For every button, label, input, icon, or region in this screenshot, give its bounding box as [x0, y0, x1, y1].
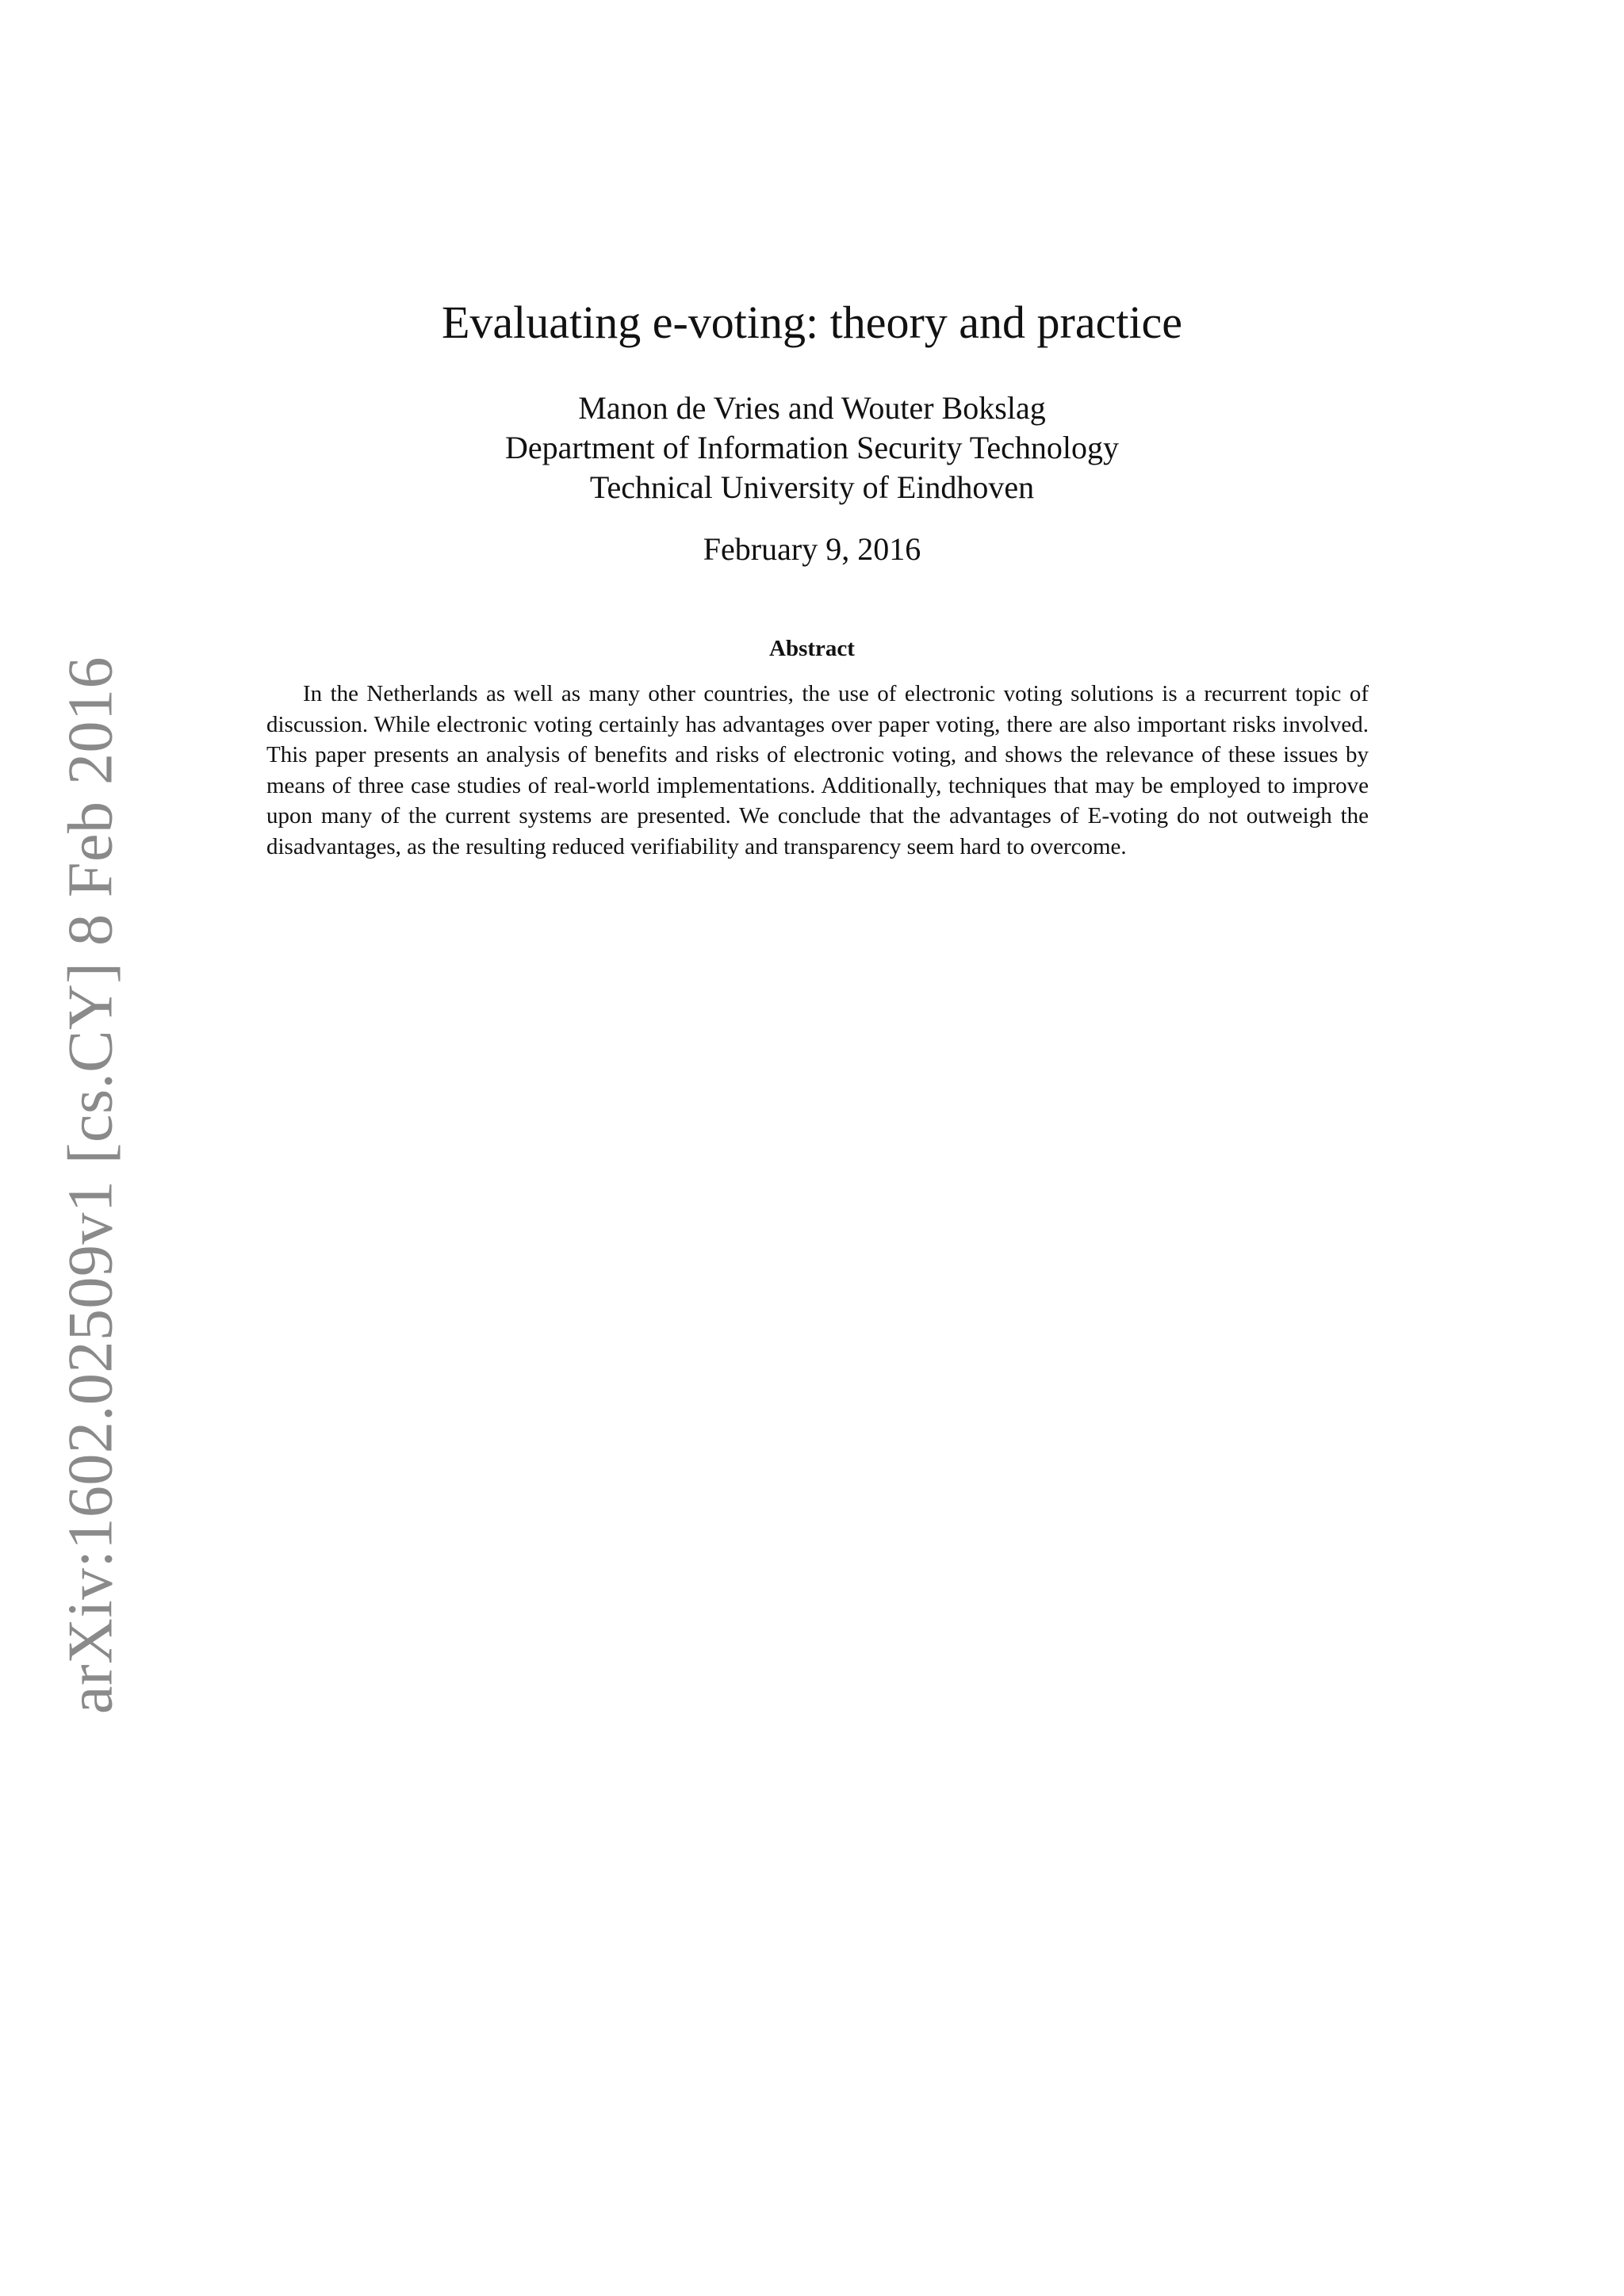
- author-department: Department of Information Security Technology: [504, 430, 1120, 465]
- arxiv-identifier-stamp: arXiv:1602.02509v1 [cs.CY] 8 Feb 2016: [56, 656, 126, 1714]
- abstract-text: In the Netherlands as well as many other countries, the use of electronic voting solutions is a recurrent topic of discussion. While electronic voting certainly has advantages over paper voting, there are also important risks involved. This paper presents an analysis of benefits and risks of electronic voting, and shows the relevance of these issues by means of three case studies of real-world implementations. Additionally, techniques that may be employed to improve upon many of the current systems are presented. We conclude that the advantages of E-voting do not outweigh the disadvantages, as the resulting reduced verifiability and transparency seem hard to overcome.: [266, 681, 1369, 859]
- paper-title: Evaluating e-voting: theory and practice: [441, 297, 1183, 348]
- publication-date: February 9, 2016: [703, 531, 921, 567]
- author-block: [0, 388, 1624, 507]
- abstract-heading: Abstract: [769, 636, 855, 661]
- author-names: Manon de Vries and Wouter Bokslag: [578, 390, 1046, 426]
- author-university: Technical University of Eindhoven: [589, 469, 1035, 505]
